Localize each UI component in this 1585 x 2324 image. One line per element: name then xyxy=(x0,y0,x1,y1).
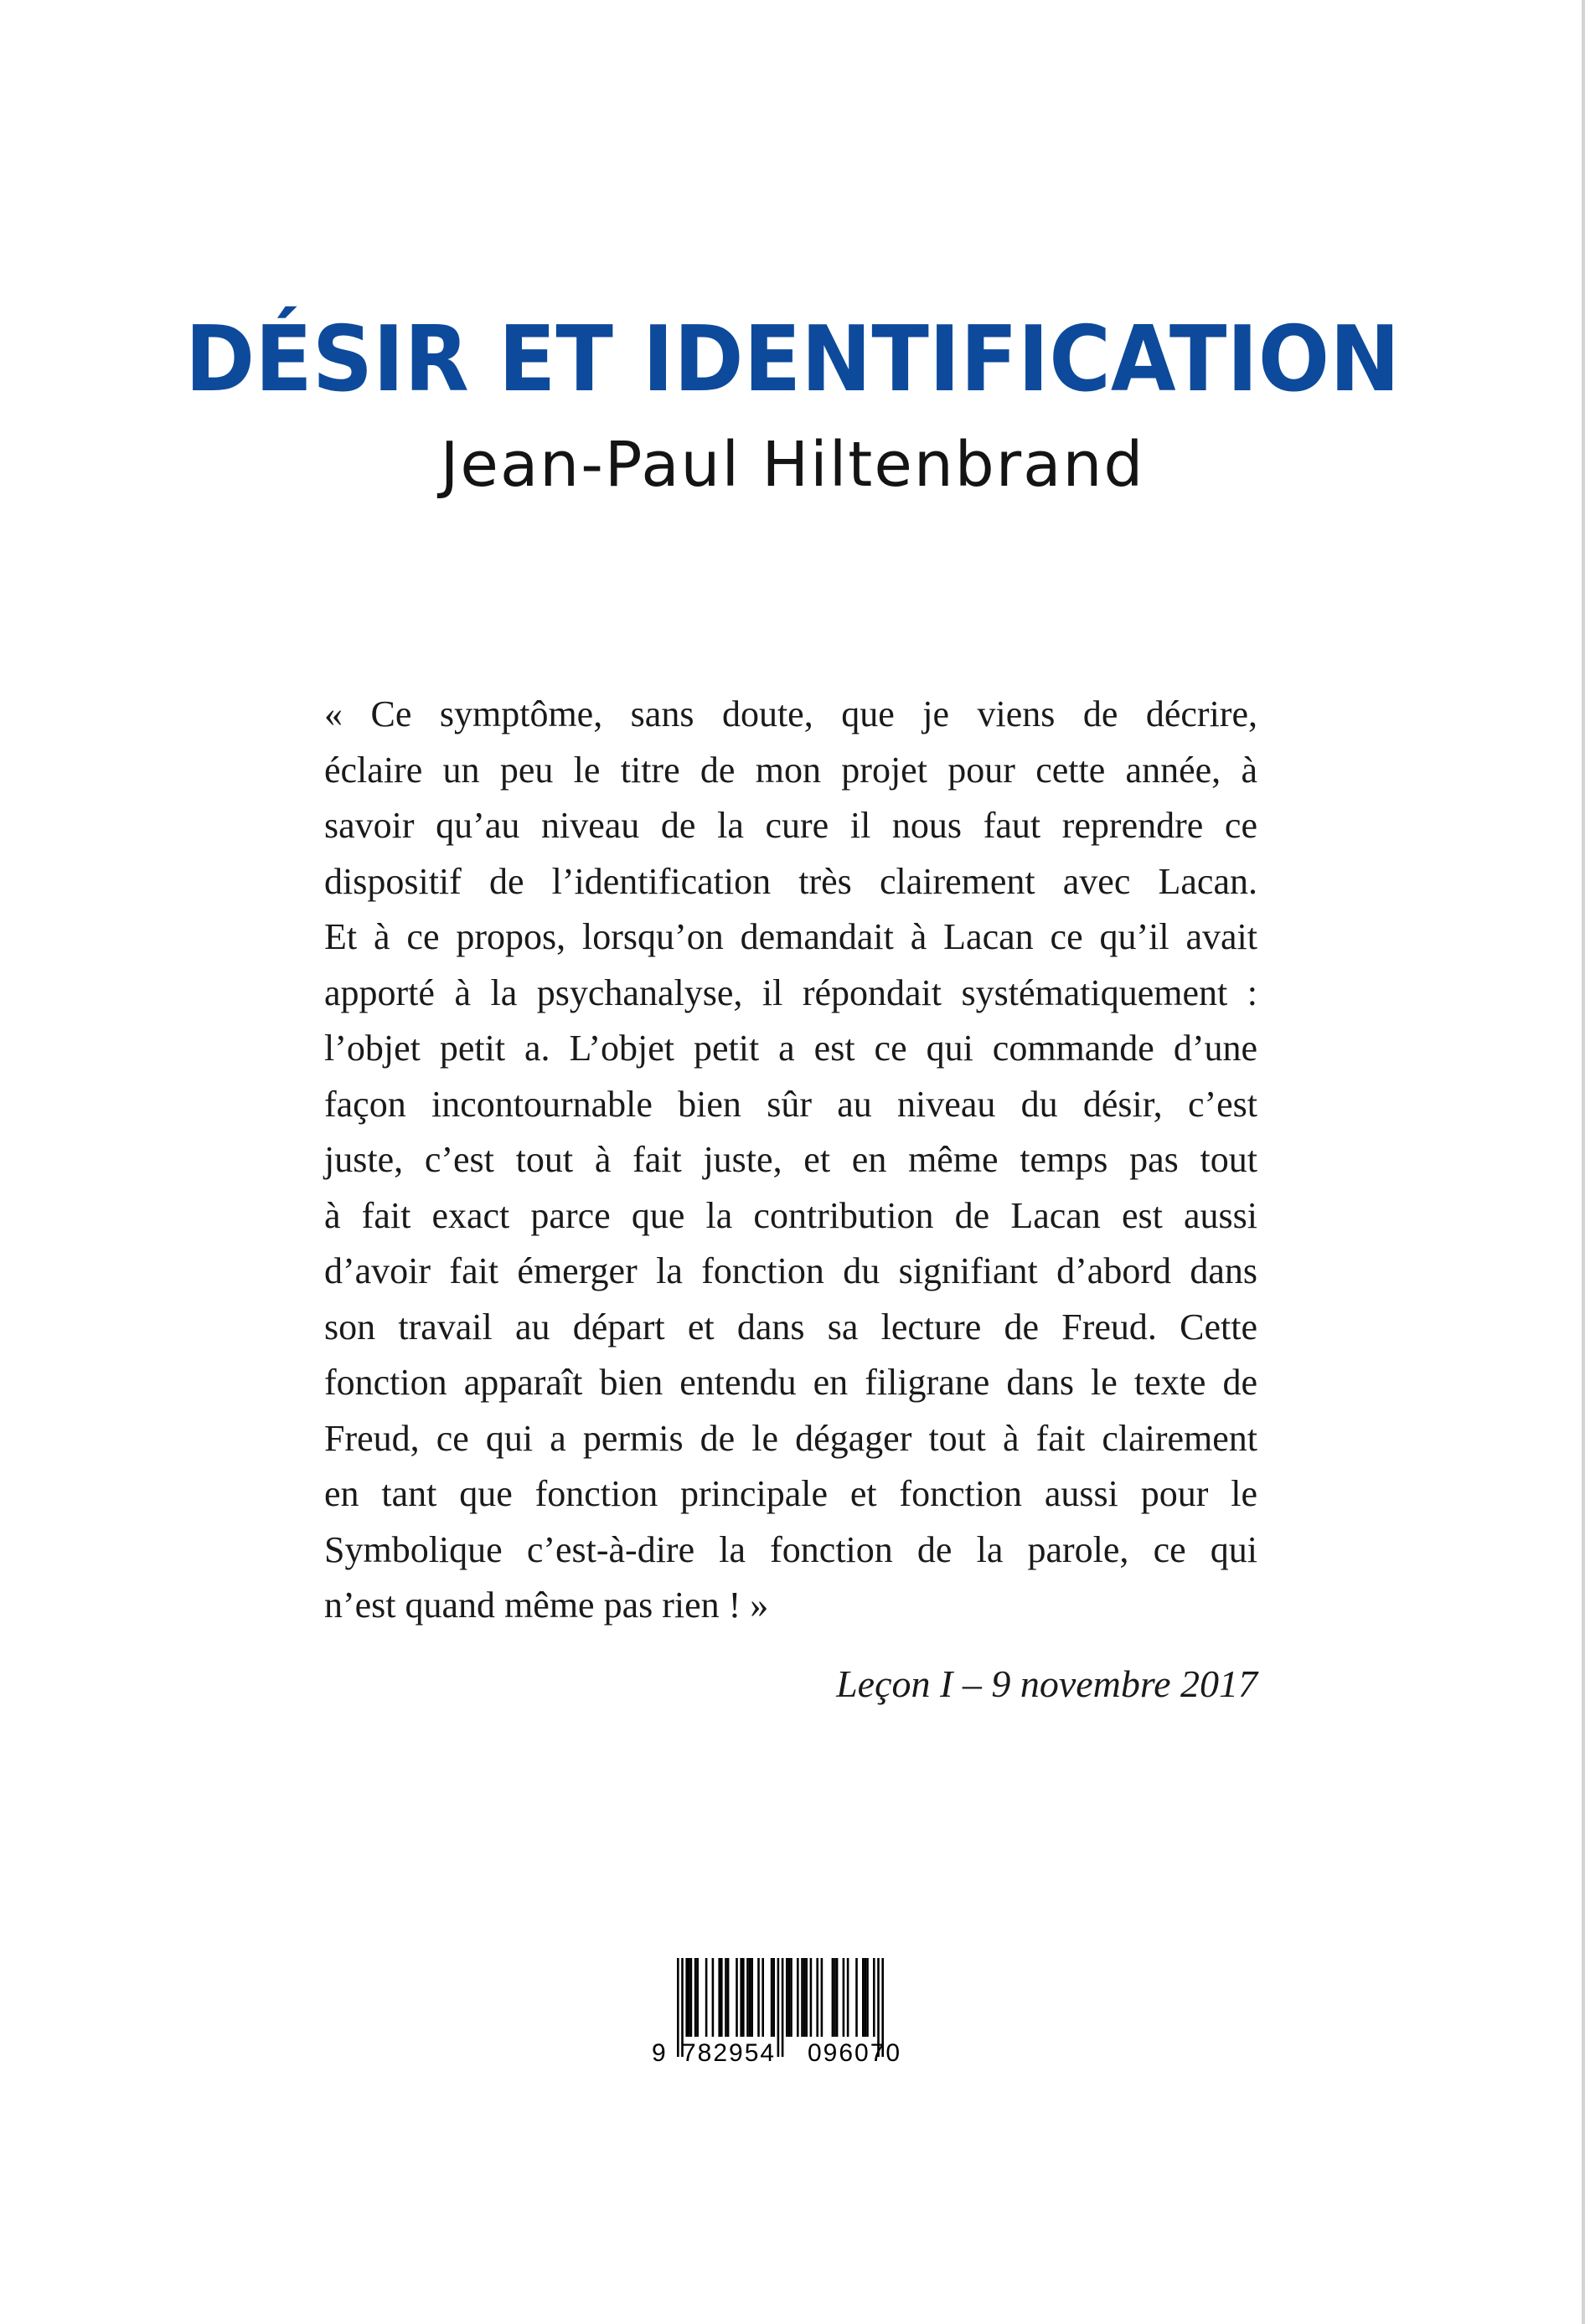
barcode-bar xyxy=(801,1958,803,2037)
barcode-bar xyxy=(865,1958,867,2037)
barcode-bar xyxy=(727,1958,730,2037)
barcode-bar xyxy=(746,1958,749,2037)
barcode-bar xyxy=(725,1958,727,2037)
isbn-first-digit: 9 xyxy=(652,2039,666,2067)
barcode-bar xyxy=(694,1958,697,2037)
barcode-bar xyxy=(836,1958,839,2037)
barcode-bar xyxy=(696,1958,699,2037)
barcode-bar xyxy=(772,1958,775,2037)
quote-line: Freud, ce qui a permis de le dégager tout à fait clairement xyxy=(324,1417,1257,1459)
quote-line: juste, c’est tout à fait juste, et en même temps pas tout xyxy=(324,1139,1257,1180)
barcode-bar xyxy=(797,1958,799,2037)
barcode-bar xyxy=(847,1958,849,2037)
barcode-bar xyxy=(832,1958,834,2037)
barcode-bar xyxy=(803,1958,806,2037)
barcode-bar xyxy=(834,1958,836,2037)
barcode-bar xyxy=(843,1958,845,2037)
barcode-bar xyxy=(771,1958,773,2037)
quote-line: éclaire un peu le titre de mon projet pour cette année, à xyxy=(324,749,1257,791)
barcode-bar xyxy=(690,1958,693,2037)
quote-line: Symbolique c’est-à-dire la fonction de la parole, ce qui xyxy=(324,1528,1257,1570)
barcode-bar xyxy=(786,1958,788,2037)
barcode-bar xyxy=(810,1958,813,2037)
barcode-bar xyxy=(718,1958,720,2037)
barcode-bar xyxy=(790,1958,792,2037)
quote-line: apporté à la psychanalyse, il répondait systématiquement : xyxy=(324,971,1257,1013)
quote-line: n’est quand même pas rien ! » xyxy=(324,1585,769,1626)
isbn-left-group: 782954 xyxy=(682,2039,777,2067)
quote-line: dispositif de l’identification très clairement avec Lacan. xyxy=(324,860,1257,902)
barcode-bar xyxy=(705,1958,708,2037)
quote-source: Leçon I – 9 novembre 2017 xyxy=(836,1662,1257,1705)
barcode-bar xyxy=(688,1958,690,2037)
quote-line: à fait exact parce que la contribution de Lacan est aussi xyxy=(324,1194,1257,1236)
quote-line: Et à ce propos, lorsqu’on demandait à Lacan ce qu’il avait xyxy=(324,916,1257,957)
barcode-bar xyxy=(751,1958,753,2037)
quote-line: d’avoir fait émerger la fonction du signifiant d’abord dans xyxy=(324,1250,1257,1291)
quote-block xyxy=(324,687,1257,1634)
quote-line: fonction apparaît bien entendu en filigrane dans le texte de xyxy=(324,1362,1257,1403)
quote-line: façon incontournable bien sûr au niveau du désir, c’est xyxy=(324,1083,1257,1125)
isbn-digits xyxy=(652,2037,932,2070)
quote-line: savoir qu’au niveau de la cure il nous faut reprendre ce xyxy=(324,805,1257,846)
barcode-bar xyxy=(740,1958,742,2037)
barcode-bar xyxy=(736,1958,738,2037)
quote-line: en tant que fonction principale et fonction aussi pour le xyxy=(324,1473,1257,1514)
quote-line: son travail au départ et dans sa lecture de Freud. Cette xyxy=(324,1306,1257,1348)
book-title: DÉSIR ET IDENTIFICATION xyxy=(184,307,1401,412)
barcode-bar xyxy=(742,1958,745,2037)
isbn-right-group: 096070 xyxy=(808,2039,902,2067)
book-author: Jean-Paul Hiltenbrand xyxy=(440,429,1145,501)
barcode-bar xyxy=(757,1958,760,2037)
barcode-bar xyxy=(685,1958,688,2037)
quote-line: l’objet petit a. L’objet petit a est ce qui commande d’une xyxy=(324,1028,1257,1069)
barcode-bar xyxy=(762,1958,764,2037)
page-edge xyxy=(1582,0,1585,2324)
barcode-bar xyxy=(749,1958,751,2037)
barcode-bar xyxy=(816,1958,818,2037)
barcode-bar xyxy=(873,1958,875,2037)
barcode-bar xyxy=(862,1958,865,2037)
barcode-bar xyxy=(788,1958,791,2037)
barcode-bar xyxy=(855,1958,858,2037)
quote-line: « Ce symptôme, sans doute, que je viens de décrire, xyxy=(324,693,1257,734)
barcode-bar xyxy=(821,1958,823,2037)
barcode-bar xyxy=(720,1958,723,2037)
barcode-bar xyxy=(866,1958,869,2037)
barcode-bar xyxy=(805,1958,808,2037)
barcode-bar xyxy=(712,1958,715,2037)
